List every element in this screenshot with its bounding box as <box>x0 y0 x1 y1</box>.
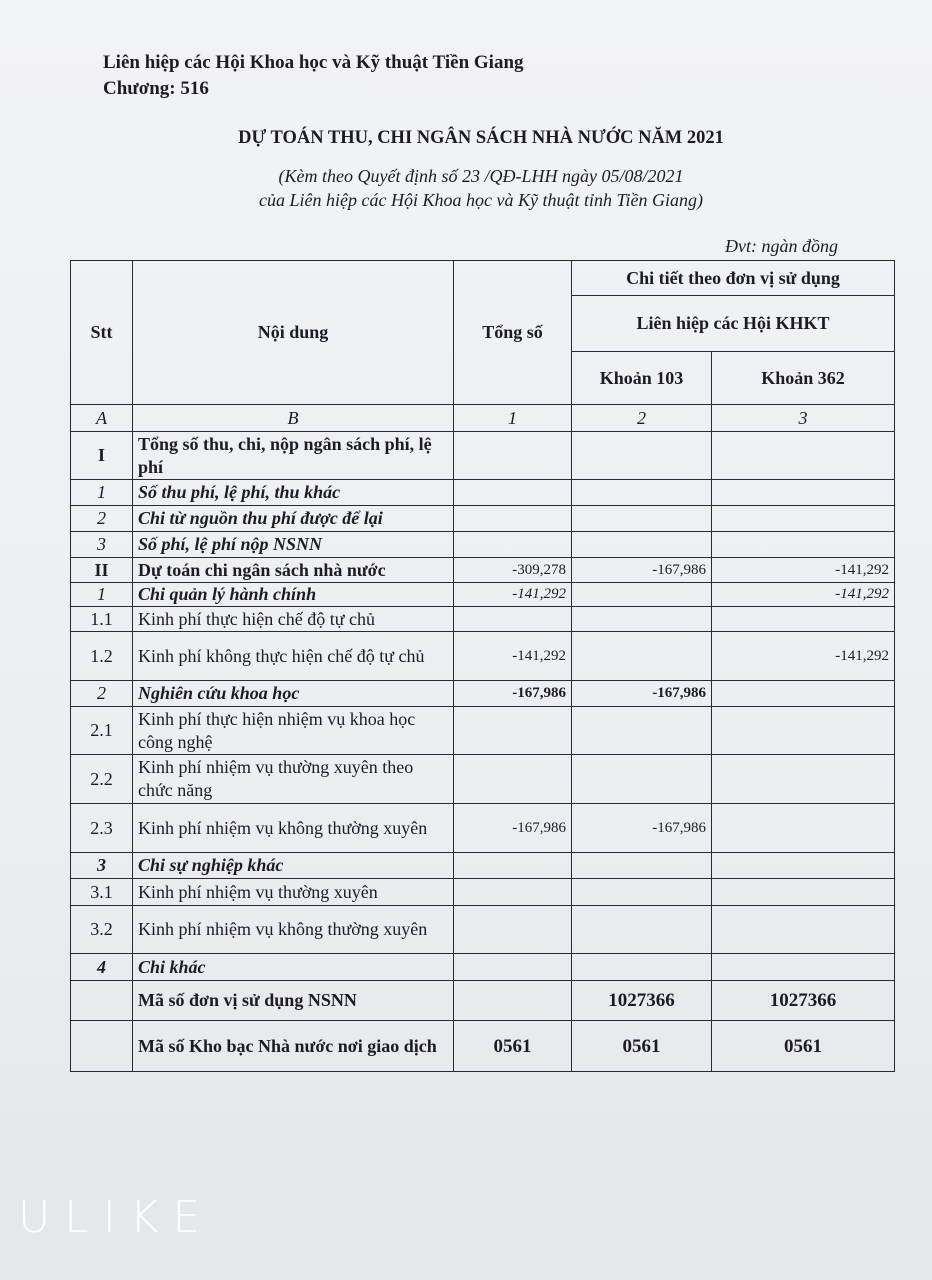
row-stt: 4 <box>71 954 133 981</box>
row-k362: -141,292 <box>712 583 895 607</box>
index-2: 2 <box>572 405 712 432</box>
row-total <box>454 906 572 954</box>
table-row <box>71 707 895 755</box>
row-total <box>454 879 572 906</box>
header-stt: Stt <box>71 261 133 405</box>
row-k362 <box>712 879 895 906</box>
row-content: Kinh phí thực hiện chế độ tự chủ <box>133 607 454 632</box>
row-stt: 2 <box>71 681 133 707</box>
row-stt: 3.1 <box>71 879 133 906</box>
row-k362 <box>712 954 895 981</box>
table-row <box>71 755 895 804</box>
row-k362: -141,292 <box>712 558 895 583</box>
row-k103 <box>572 755 712 804</box>
row-total <box>454 607 572 632</box>
row-k103 <box>572 906 712 954</box>
row-stt: 3 <box>71 532 133 558</box>
row-k103 <box>572 583 712 607</box>
table-row <box>71 804 895 853</box>
table-row <box>71 954 895 981</box>
row-content: Chi sự nghiệp khác <box>133 853 454 879</box>
row-stt: 1 <box>71 480 133 506</box>
organization-name: Liên hiệp các Hội Khoa học và Kỹ thuật Tiền Giang <box>103 52 524 73</box>
table-row <box>71 981 895 1021</box>
index-1: 1 <box>454 405 572 432</box>
row-k362: 1027366 <box>712 981 895 1021</box>
table-row <box>71 607 895 632</box>
header-block <box>103 50 524 102</box>
row-content: Mã số đơn vị sử dụng NSNN <box>133 981 454 1021</box>
budget-table <box>70 260 895 1072</box>
row-k103 <box>572 954 712 981</box>
index-b: B <box>133 405 454 432</box>
row-total: -141,292 <box>454 632 572 681</box>
row-content: Kinh phí nhiệm vụ thường xuyên <box>133 879 454 906</box>
row-content: Kinh phí thực hiện nhiệm vụ khoa học công nghệ <box>133 707 454 755</box>
row-total: -141,292 <box>454 583 572 607</box>
row-k103 <box>572 432 712 480</box>
row-content: Tổng số thu, chi, nộp ngân sách phí, lệ phí <box>133 432 454 480</box>
row-k362: -141,292 <box>712 632 895 681</box>
row-content: Số thu phí, lệ phí, thu khác <box>133 480 454 506</box>
row-total <box>454 981 572 1021</box>
row-k362 <box>712 532 895 558</box>
row-total: -167,986 <box>454 681 572 707</box>
table-row <box>71 906 895 954</box>
row-content: Dự toán chi ngân sách nhà nước <box>133 558 454 583</box>
row-k103 <box>572 607 712 632</box>
row-k362 <box>712 480 895 506</box>
row-k103 <box>572 480 712 506</box>
row-content: Nghiên cứu khoa học <box>133 681 454 707</box>
row-k103: -167,986 <box>572 681 712 707</box>
table-row <box>71 432 895 480</box>
row-k362 <box>712 432 895 480</box>
row-k362: 0561 <box>712 1021 895 1072</box>
row-stt: 3.2 <box>71 906 133 954</box>
header-total: Tổng số <box>454 261 572 405</box>
row-total <box>454 755 572 804</box>
row-k362 <box>712 755 895 804</box>
row-stt: 1.1 <box>71 607 133 632</box>
table-row <box>71 480 895 506</box>
row-k103: 1027366 <box>572 981 712 1021</box>
header-detail: Chi tiết theo đơn vị sử dụng <box>572 261 895 296</box>
row-k103 <box>572 506 712 532</box>
index-3: 3 <box>712 405 895 432</box>
chapter-code: Chương: 516 <box>103 78 209 99</box>
row-total <box>454 853 572 879</box>
row-content: Chi khác <box>133 954 454 981</box>
row-content: Kinh phí nhiệm vụ không thường xuyên <box>133 804 454 853</box>
row-content: Chi từ nguồn thu phí được để lại <box>133 506 454 532</box>
row-total <box>454 532 572 558</box>
table-row <box>71 681 895 707</box>
table-row <box>71 879 895 906</box>
row-stt: 1.2 <box>71 632 133 681</box>
table-row <box>71 558 895 583</box>
row-stt <box>71 1021 133 1072</box>
row-k103 <box>572 853 712 879</box>
row-content: Kinh phí không thực hiện chế độ tự chủ <box>133 632 454 681</box>
table-row <box>71 583 895 607</box>
row-content: Số phí, lệ phí nộp NSNN <box>133 532 454 558</box>
table-row <box>71 506 895 532</box>
row-k103: 0561 <box>572 1021 712 1072</box>
row-content: Chi quản lý hành chính <box>133 583 454 607</box>
row-k362 <box>712 707 895 755</box>
row-total <box>454 480 572 506</box>
row-total <box>454 954 572 981</box>
table-row <box>71 1021 895 1072</box>
row-stt: 2.3 <box>71 804 133 853</box>
row-k103 <box>572 879 712 906</box>
issuing-body: của Liên hiệp các Hội Khoa học và Kỹ thuật tỉnh Tiền Giang) <box>259 190 703 210</box>
row-stt: 1 <box>71 583 133 607</box>
row-total <box>454 506 572 532</box>
decision-reference: (Kèm theo Quyết định số 23 /QĐ-LHH ngày 05/08/2021 <box>278 166 684 186</box>
row-k103 <box>572 632 712 681</box>
table-row <box>71 632 895 681</box>
row-content: Kinh phí nhiệm vụ thường xuyên theo chức năng <box>133 755 454 804</box>
document-title: DỰ TOÁN THU, CHI NGÂN SÁCH NHÀ NƯỚC NĂM 2021 <box>238 128 724 148</box>
row-total: 0561 <box>454 1021 572 1072</box>
header-content: Nội dung <box>133 261 454 405</box>
ulike-watermark: ULIKE <box>18 1192 215 1243</box>
row-k103: -167,986 <box>572 558 712 583</box>
row-stt: 2.2 <box>71 755 133 804</box>
row-total <box>454 432 572 480</box>
row-stt: 2.1 <box>71 707 133 755</box>
table-row <box>71 853 895 879</box>
row-total: -309,278 <box>454 558 572 583</box>
row-k362 <box>712 853 895 879</box>
row-stt: 3 <box>71 853 133 879</box>
row-k362 <box>712 506 895 532</box>
row-total <box>454 707 572 755</box>
table-row <box>71 532 895 558</box>
row-k103 <box>572 707 712 755</box>
row-k103: -167,986 <box>572 804 712 853</box>
row-k362 <box>712 681 895 707</box>
row-total: -167,986 <box>454 804 572 853</box>
index-a: A <box>71 405 133 432</box>
header-unit-name: Liên hiệp các Hội KHKT <box>572 296 895 352</box>
row-stt <box>71 981 133 1021</box>
row-stt: 2 <box>71 506 133 532</box>
row-k362 <box>712 906 895 954</box>
row-content: Mã số Kho bạc Nhà nước nơi giao dịch <box>133 1021 454 1072</box>
row-stt: II <box>71 558 133 583</box>
row-content: Kinh phí nhiệm vụ không thường xuyên <box>133 906 454 954</box>
unit-note: Đvt: ngàn đồng <box>725 236 838 256</box>
row-k362 <box>712 804 895 853</box>
header-khoan-362: Khoản 362 <box>712 352 895 405</box>
header-khoan-103: Khoản 103 <box>572 352 712 405</box>
row-k362 <box>712 607 895 632</box>
row-stt: I <box>71 432 133 480</box>
row-k103 <box>572 532 712 558</box>
